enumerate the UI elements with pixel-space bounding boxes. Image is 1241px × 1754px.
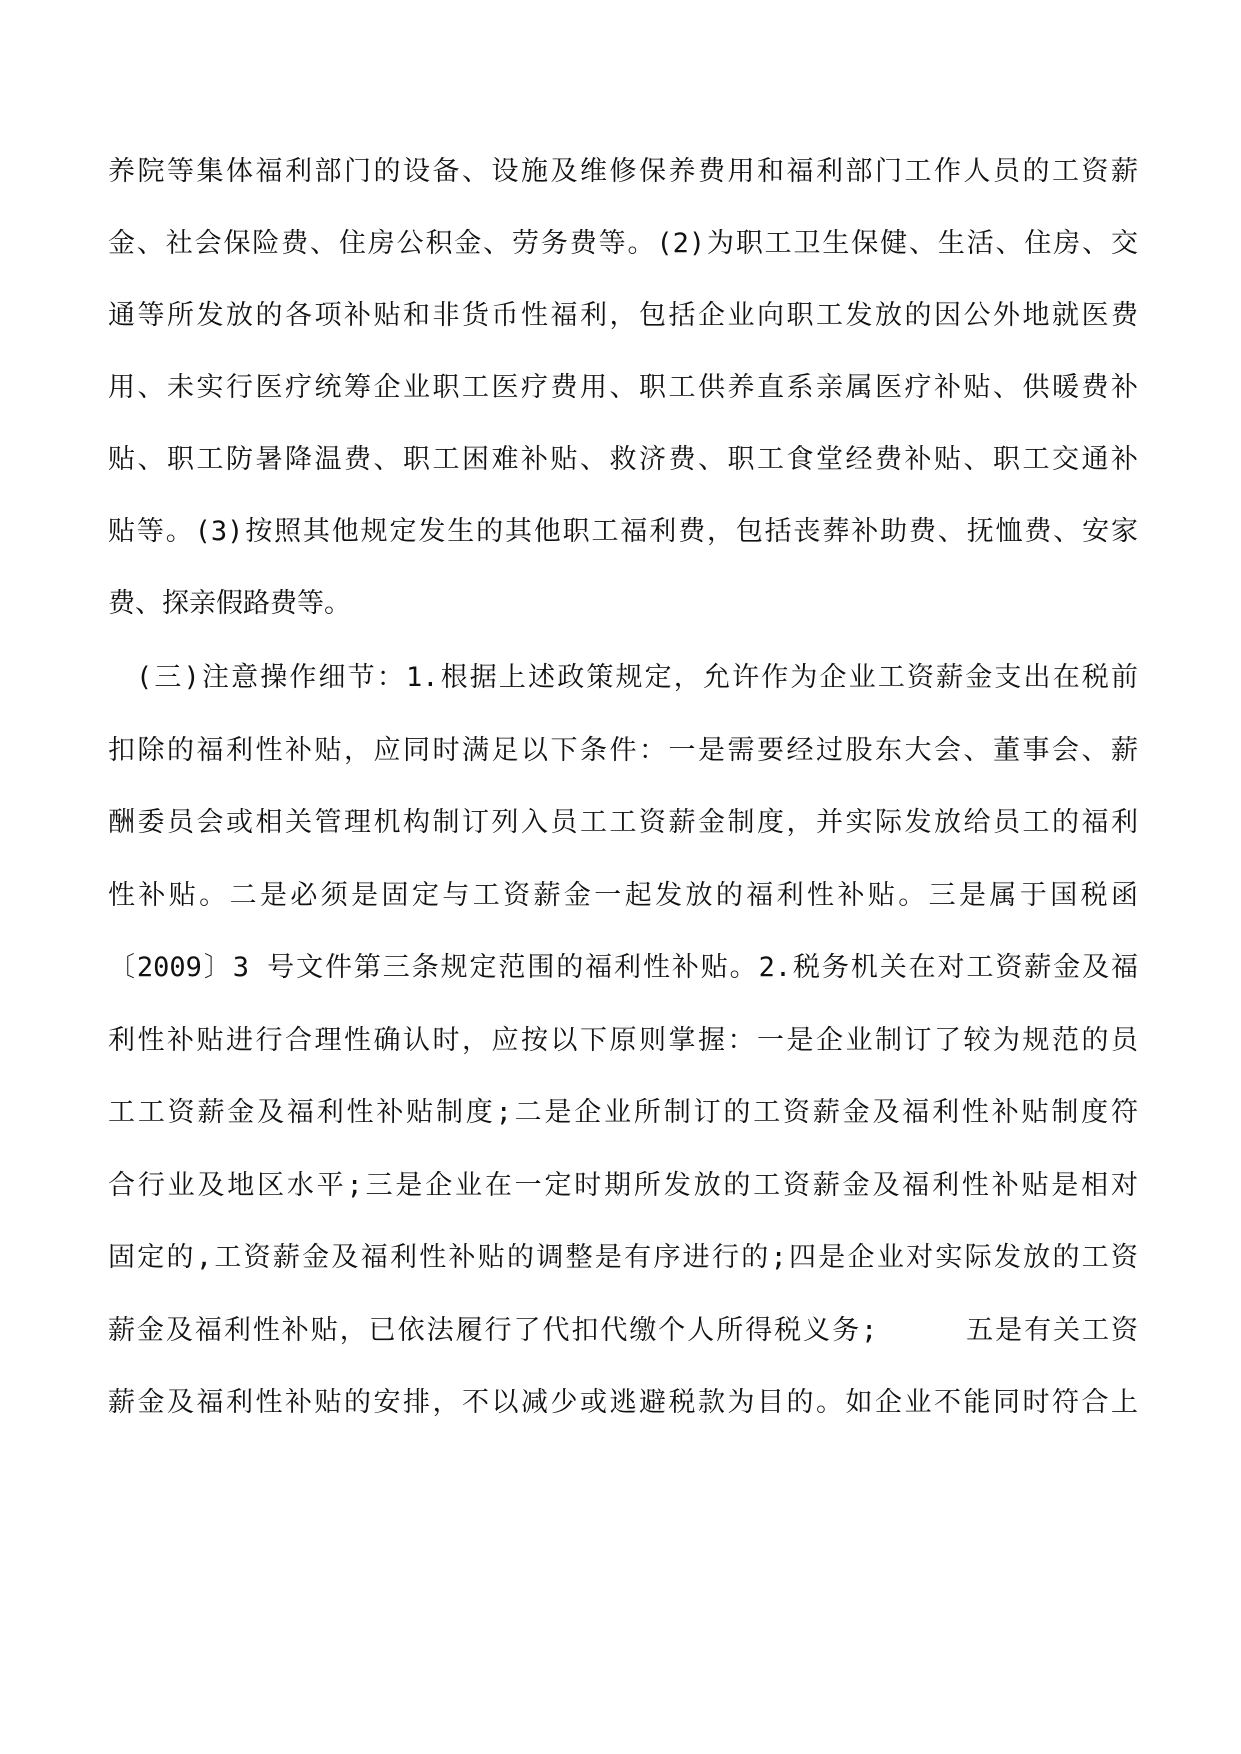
paragraph-line: 合行业及地区水平;三是企业在一定时期所发放的工资薪金及福利性补贴是相对 [108, 1170, 1138, 1201]
paragraph-line: 酬委员会或相关管理机构制订列入员工工资薪金制度，并实际发放给员工的福利 [108, 807, 1138, 838]
paragraph-line: 工工资薪金及福利性补贴制度;二是企业所制订的工资薪金及福利性补贴制度符 [108, 1097, 1138, 1128]
paragraph-line: 利性补贴进行合理性确认时，应按以下原则掌握：一是企业制订了较为规范的员 [108, 1025, 1138, 1056]
paragraph-line: 固定的,工资薪金及福利性补贴的调整是有序进行的;四是企业对实际发放的工资 [108, 1242, 1138, 1273]
paragraph-line: 金、社会保险费、住房公积金、劳务费等。(2)为职工卫生保健、生活、住房、交 [108, 228, 1138, 259]
paragraph-line: 用、未实行医疗统筹企业职工医疗费用、职工供养直系亲属医疗补贴、供暖费补 [108, 372, 1138, 403]
paragraph-line: 薪金及福利性补贴的安排，不以减少或逃避税款为目的。如企业不能同时符合上 [108, 1387, 1138, 1418]
paragraph-line: 扣除的福利性补贴，应同时满足以下条件：一是需要经过股东大会、董事会、薪 [108, 735, 1138, 766]
paragraph-line: 养院等集体福利部门的设备、设施及维修保养费用和福利部门工作人员的工资薪 [108, 156, 1138, 187]
paragraph-line: 费、探亲假路费等。 [108, 588, 351, 619]
paragraph-line: 薪金及福利性补贴，已依法履行了代扣代缴个人所得税义务; 五是有关工资 [108, 1315, 1138, 1346]
paragraph-line: 通等所发放的各项补贴和非货币性福利，包括企业向职工发放的因公外地就医费 [108, 300, 1138, 331]
paragraph-line: 贴、职工防暑降温费、职工困难补贴、救济费、职工食堂经费补贴、职工交通补 [108, 444, 1138, 475]
paragraph-line: 性补贴。二是必须是固定与工资薪金一起发放的福利性补贴。三是属于国税函 [108, 880, 1138, 911]
paragraph-line: (三)注意操作细节：1.根据上述政策规定，允许作为企业工资薪金支出在税前 [136, 662, 1138, 693]
paragraph-line: 贴等。(3)按照其他规定发生的其他职工福利费，包括丧葬补助费、抚恤费、安家 [108, 516, 1138, 547]
paragraph-line: 〔2009〕3 号文件第三条规定范围的福利性补贴。2.税务机关在对工资薪金及福 [108, 952, 1138, 983]
